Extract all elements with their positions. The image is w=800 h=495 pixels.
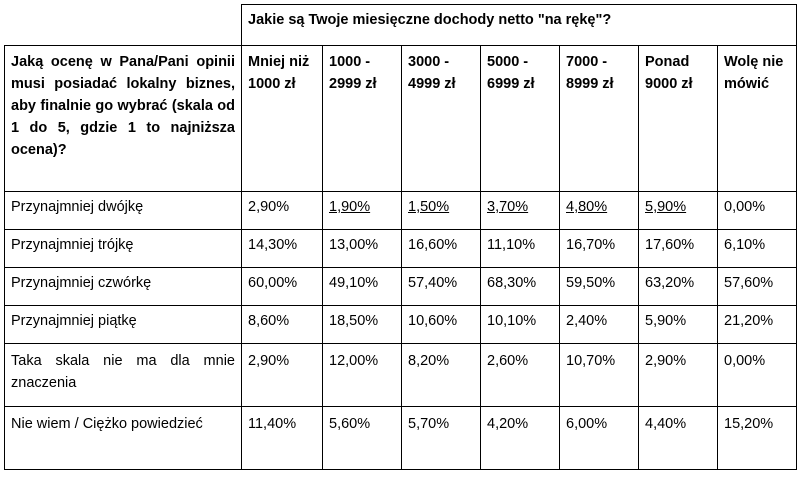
table-cell: 13,00% bbox=[323, 230, 402, 268]
column-header-5000-6999: 5000 - 6999 zł bbox=[481, 46, 560, 192]
table-cell: 8,60% bbox=[242, 306, 323, 344]
table-cell: 5,90% bbox=[639, 306, 718, 344]
column-header-prefer-not-say: Wolę nie mówić bbox=[718, 46, 797, 192]
row-label: Przynajmniej dwójkę bbox=[5, 192, 242, 230]
table-row bbox=[5, 407, 797, 470]
column-header-over-9000: Ponad 9000 zł bbox=[639, 46, 718, 192]
row-label: Przynajmniej czwórkę bbox=[5, 268, 242, 306]
row-label: Przynajmniej piątkę bbox=[5, 306, 242, 344]
column-header-1000-2999: 1000 - 2999 zł bbox=[323, 46, 402, 192]
table-cell: 3,70% bbox=[481, 192, 560, 230]
table-cell: 63,20% bbox=[639, 268, 718, 306]
table-row bbox=[5, 344, 797, 407]
table-cell: 49,10% bbox=[323, 268, 402, 306]
table-cell: 8,20% bbox=[402, 344, 481, 407]
table-cell: 15,20% bbox=[718, 407, 797, 470]
table-cell: 0,00% bbox=[718, 344, 797, 407]
column-header-row bbox=[5, 46, 797, 192]
blank-corner-cell bbox=[5, 5, 242, 46]
table-cell: 21,20% bbox=[718, 306, 797, 344]
table-cell: 4,80% bbox=[560, 192, 639, 230]
row-label: Nie wiem / Ciężko powiedzieć bbox=[5, 407, 242, 470]
table-cell: 10,70% bbox=[560, 344, 639, 407]
table-cell: 10,60% bbox=[402, 306, 481, 344]
table-cell: 5,70% bbox=[402, 407, 481, 470]
table-cell: 4,40% bbox=[639, 407, 718, 470]
table-cell: 16,60% bbox=[402, 230, 481, 268]
column-header-under-1000: Mniej niż 1000 zł bbox=[242, 46, 323, 192]
table-cell: 5,90% bbox=[639, 192, 718, 230]
table-cell: 16,70% bbox=[560, 230, 639, 268]
column-header-3000-4999: 3000 - 4999 zł bbox=[402, 46, 481, 192]
table-cell: 10,10% bbox=[481, 306, 560, 344]
table-cell: 18,50% bbox=[323, 306, 402, 344]
table-cell: 0,00% bbox=[718, 192, 797, 230]
table-title: Jakie są Twoje miesięczne dochody netto "na rękę"? bbox=[242, 5, 797, 46]
table-cell: 68,30% bbox=[481, 268, 560, 306]
table-row bbox=[5, 192, 797, 230]
table-cell: 6,00% bbox=[560, 407, 639, 470]
table-cell: 2,90% bbox=[242, 192, 323, 230]
table-cell: 17,60% bbox=[639, 230, 718, 268]
table-cell: 2,90% bbox=[242, 344, 323, 407]
table-cell: 57,40% bbox=[402, 268, 481, 306]
table-row bbox=[5, 230, 797, 268]
table-cell: 11,40% bbox=[242, 407, 323, 470]
table-cell: 2,40% bbox=[560, 306, 639, 344]
table-cell: 59,50% bbox=[560, 268, 639, 306]
table-cell: 1,50% bbox=[402, 192, 481, 230]
income-rating-table bbox=[4, 4, 797, 470]
question-header: Jaką ocenę w Pana/Pani opinii musi posiadać lokalny biznes, aby finalnie go wybrać (skala od 1 do 5, gdzie 1 to najniższa ocena)? bbox=[5, 46, 242, 192]
row-label: Taka skala nie ma dla mnie znaczenia bbox=[5, 344, 242, 407]
column-header-7000-8999: 7000 - 8999 zł bbox=[560, 46, 639, 192]
table-cell: 5,60% bbox=[323, 407, 402, 470]
table-cell: 14,30% bbox=[242, 230, 323, 268]
table-title-row bbox=[5, 5, 797, 46]
table-cell: 2,90% bbox=[639, 344, 718, 407]
table-cell: 60,00% bbox=[242, 268, 323, 306]
table-row bbox=[5, 306, 797, 344]
table-cell: 1,90% bbox=[323, 192, 402, 230]
table-cell: 11,10% bbox=[481, 230, 560, 268]
table-cell: 12,00% bbox=[323, 344, 402, 407]
table-cell: 57,60% bbox=[718, 268, 797, 306]
table-cell: 2,60% bbox=[481, 344, 560, 407]
table-cell: 6,10% bbox=[718, 230, 797, 268]
table-cell: 4,20% bbox=[481, 407, 560, 470]
row-label: Przynajmniej trójkę bbox=[5, 230, 242, 268]
table-row bbox=[5, 268, 797, 306]
